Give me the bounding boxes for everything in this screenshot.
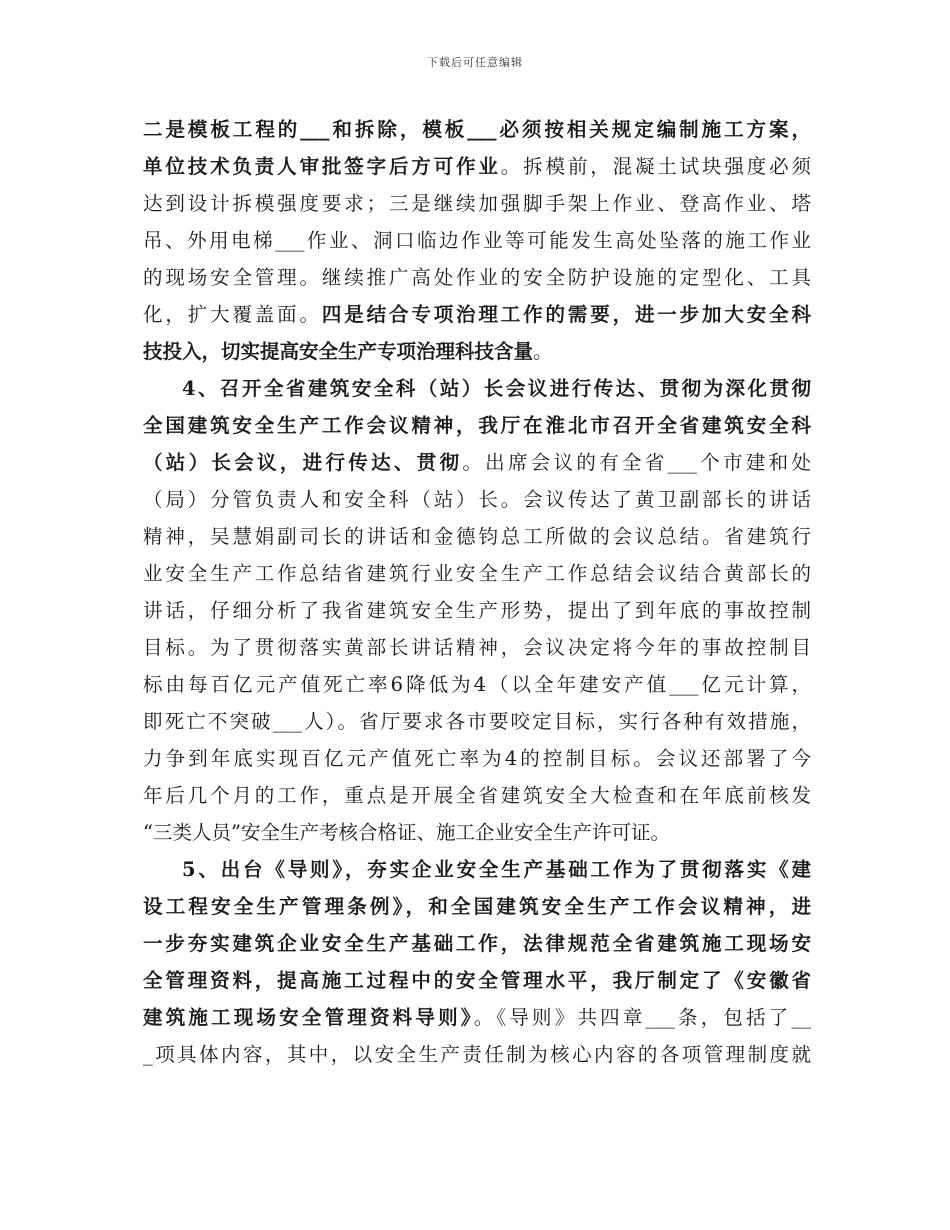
text-line: 一步夯实建筑企业安全生产基础工作，法律规范全省建筑施工现场安 [143,932,811,955]
text-line: 单位技术负责人审批签字后方可作业。拆模前，混凝土试块强度必须 [143,155,811,178]
text-line: 标由每百亿元产值死亡率6降低为4（以全年建安产值___亿元计算， [143,673,811,696]
text-line: 全国建筑安全生产工作会议精神，我厅在淮北市召开全省建筑安全科 [143,414,811,437]
text-line: 设工程安全生产管理条例》，和全国建筑安全生产工作会议精神，进 [143,895,811,918]
text-line: 建筑施工现场安全管理资料导则》。《导则》共四章___条，包括了__ [143,1006,811,1029]
text-line: 目标。为了贯彻落实黄部长讲话精神，会议决定将今年的事故控制目 [143,636,811,659]
text-line: 吊、外用电梯___作业、洞口临边作业等可能发生高处坠落的施工作业 [143,229,811,252]
text-line: 全管理资料，提高施工过程中的安全管理水平，我厅制定了《安徽省 [143,969,811,992]
text-line: 精神，吴慧娟副司长的讲话和金德钧总工所做的会议总结。省建筑行 [143,525,811,548]
text-line: “三类人员”安全生产考核合格证、施工企业安全生产许可证。 [143,821,670,844]
page-header: 下载后可任意编辑 [427,56,523,69]
text-line: （局）分管负责人和安全科（站）长。会议传达了黄卫副部长的讲话 [143,488,811,511]
section-heading-4: 4、召开全省建筑安全科（站）长会议进行传达、贯彻为深化贯彻 [182,377,811,400]
text-line: 讲话，仔细分析了我省建筑安全生产形势，提出了到年底的事故控制 [143,599,811,622]
text-line: （站）长会议，进行传达、贯彻。出席会议的有全省___个市建和处 [143,451,811,474]
text-line: 业安全生产工作总结省建筑行业安全生产工作总结会议结合黄部长的 [143,562,811,585]
text-line: 年后几个月的工作，重点是开展全省建筑安全大检查和在年底前核发 [143,784,811,807]
text-line: _项具体内容，其中，以安全生产责任制为核心内容的各项管理制度就 [143,1043,811,1066]
text-line: 力争到年底实现百亿元产值死亡率为4的控制目标。会议还部署了今 [143,747,811,770]
text-line: 二是模板工程的___和拆除，模板___必须按相关规定编制施工方案， [143,118,811,141]
text-line: 的现场安全管理。继续推广高处作业的安全防护设施的定型化、工具 [143,266,811,289]
text-line: 化，扩大覆盖面。四是结合专项治理工作的需要，进一步加大安全科 [143,303,811,326]
text-line: 技投入，切实提高安全生产专项治理科技含量。 [143,340,553,363]
text-line: 达到设计拆模强度要求；三是继续加强脚手架上作业、登高作业、塔 [143,192,811,215]
section-heading-5: 5、出台《导则》，夯实企业安全生产基础工作为了贯彻落实《建 [182,858,811,881]
document-body [143,111,811,1073]
text-line: 即死亡不突破___人）。省厅要求各市要咬定目标，实行各种有效措施， [143,710,811,733]
